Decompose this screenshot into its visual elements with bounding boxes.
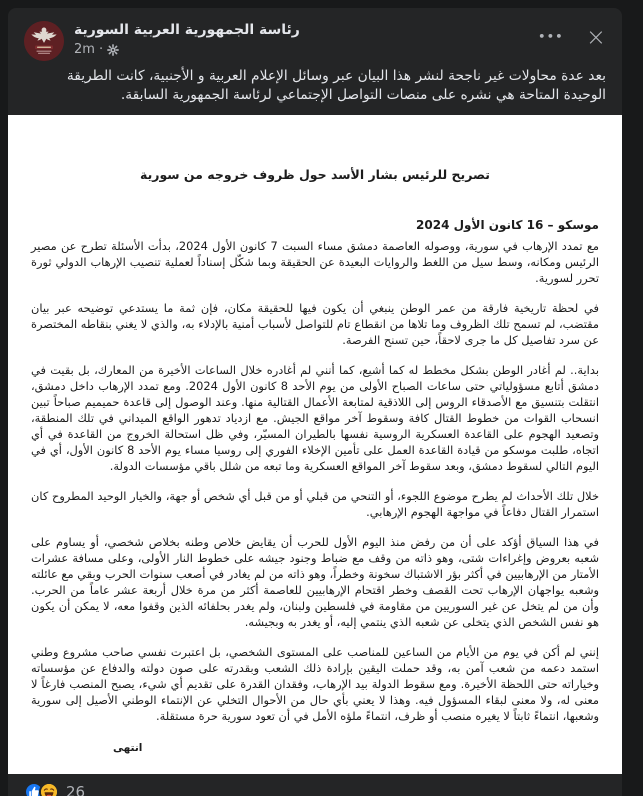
post-card [8, 8, 622, 796]
page-name[interactable]: رئاسة الجمهورية العربية السورية [74, 22, 300, 38]
timestamp-dot: · [98, 42, 104, 57]
more-options-button[interactable] [538, 27, 564, 47]
document-paragraph: في هذا السياق أؤكد على أن من رفض منذ اليوم الأول للحرب أن يقايض خلاص وطنه بخلاص شخصي، أو يساوم على شعبه بعروض وإغراءات شتى، وهو ذاته من وقف مع ضباط وجنود جيشه على خطوط النار الأولى، وعلى مسافة عشرات الأمتار من الإرهابيين في أكثر بؤر الاشتباك سخونة وخطراً، وهو ذاته من لم يغادر في أصعب سنوات الحرب وبقي مع عائلته وشعبه يواجهان الإرهاب تحت القصف وخطر اقتحام الإرهابيين للعاصمة أكثر من مرة خلال أربعة عشر عاماً من الحرب. وأن من لم يتخل عن غير السوريين من مقاومة في فلسطين ولبنان، ولم يغدر بحلفائه الذين وقفوا معه، لا يمكن أن يكون هو نفس الشخص الذي يتخلى عن شعبه الذي ينتمي إليه، أو يغدر به وبجيشه. [31, 535, 599, 629]
document-paragraph: بداية.. لم أغادر الوطن بشكل مخطط له كما أشيع، كما أنني لم أغادره خلال الساعات الأخيرة من المعارك، بل بقيت في دمشق أتابع مسؤولياتي حتى ساعات الصباح الأولى من يوم الأحد 8 كانون الأول 2024. ومع تمدد الإرهاب داخل دمشق، انتقلت بتنسيق مع الأصدقاء الروس إلى اللاذقية لمتابعة الأعمال القتالية منها. وعند الوصول إلى قاعدة حميميم صباحاً تبين انسحاب القوات من خطوط القتال كافة وسقوط آخر مواقع الجيش. مع ازدياد تدهور الواقع الميداني في تلك المنطقة، وتصعيد الهجوم على القاعدة العسكرية الروسية نفسها بالطيران المسيّر، وفي ظل استحالة الخروج من القاعدة في أي اتجاه، طلبت موسكو من قيادة القاعدة العمل على تأمين الإخلاء الفوري إلى روسيا مساء يوم الأحد 8 كانون الأول، أي في اليوم التالي لسقوط دمشق، وبعد سقوط آخر المواقع العسكرية وما تبعه من شلل باقي مؤسسات الدولة. [31, 363, 599, 473]
post-header-meta [74, 21, 538, 58]
document-paragraph: خلال تلك الأحداث لم يطرح موضوع اللجوء، أو التنحي من قبلي أو من قبل أي شخص أو جهة، والخيار الوحيد المطروح كان استمرار القتال دفاعاً في مواجهة الهجوم الإرهابي. [31, 489, 599, 519]
reaction-summary[interactable] [24, 782, 85, 796]
privacy-gear-icon [107, 44, 119, 56]
syrian-eagle-emblem-icon [24, 21, 64, 61]
document-title: تصريح للرئيس بشار الأسد حول ظروف خروجه من سورية [139, 167, 490, 182]
post-header-actions [538, 23, 606, 51]
post-text: بعد عدة محاولات غير ناجحة لنشر هذا البيان عبر وسائل الإعلام العربية و الأجنبية، كانت الطريقة الوحيدة المتاحة هي نشره على منصات التواصل الإجتماعي لرئاسة الجمهورية السابقة. [66, 68, 606, 103]
ellipsis-icon: ••• [538, 30, 564, 43]
document-paragraph: مع تمدد الإرهاب في سورية، ووصوله العاصمة دمشق مساء السبت 7 كانون الأول 2024، بدأت الأسئلة تطرح عن مصير الرئيس ومكانه، وسط سيل من اللغط والروايات البعيدة عن الحقيقة وبما شكّل إسناداً لعملية تنصيب الإرهاب الدولي ثورة تحرر لسورية. [31, 239, 599, 285]
page-avatar[interactable] [24, 21, 64, 61]
post-header [8, 8, 622, 61]
document-paragraph: في لحظة تاريخية فارقة من عمر الوطن ينبغي أن يكون فيها للحقيقة مكان، فإن ثمة ما يستدعي توضيحه عبر بيان مقتضب، لم تسمح تلك الظروف وما تلاها من انقطاع تام للتواصل لأسباب أمنية بالإدلاء به، والذي لا يغني بنقاطه المختصرة عن سرد تفاصيل كل ما جرى لاحقاً، حين تسنح الفرصة. [31, 301, 599, 347]
reaction-bar [8, 774, 622, 796]
timestamp-text: 2m [74, 42, 95, 57]
reaction-count[interactable]: 26 [66, 783, 86, 796]
post-image-document[interactable] [8, 115, 622, 774]
document-paragraph: إنني لم أكن في يوم من الأيام من الساعين للمناصب على المستوى الشخصي، بل اعتبرت نفسي صاحب مشروع وطني استمد دعمه من شعب آمن به، وقد حملت اليقين بإرادة ذلك الشعب وبقدرته على صون دولته والدفاع عن مؤسساته وخياراته حتى اللحظة الأخيرة. ومع سقوط الدولة بيد الإرهاب، وفقدان القدرة على تقديم أي شيء، يصبح المنصب فارغاً لا معنى له، ولا معنى لبقاء المسؤول فيه. وهذا لا يعني بأي حال من الأحوال التخلي عن الإنتماء الوطني الأصيل إلى سورية وشعبها، انتماءً ثابتاً لا يغيره منصب أو ظرف، انتماءً ملؤه الأمل في أن تعود سورية حرة مستقلة. [31, 645, 599, 723]
haha-icon [39, 782, 59, 796]
close-post-button[interactable] [585, 23, 606, 51]
document-closing: انتهى [113, 742, 143, 754]
timestamp-link[interactable] [74, 41, 538, 58]
close-icon: × [585, 23, 606, 51]
document-dateline: موسكو – 16 كانون الأول 2024 [416, 218, 599, 232]
